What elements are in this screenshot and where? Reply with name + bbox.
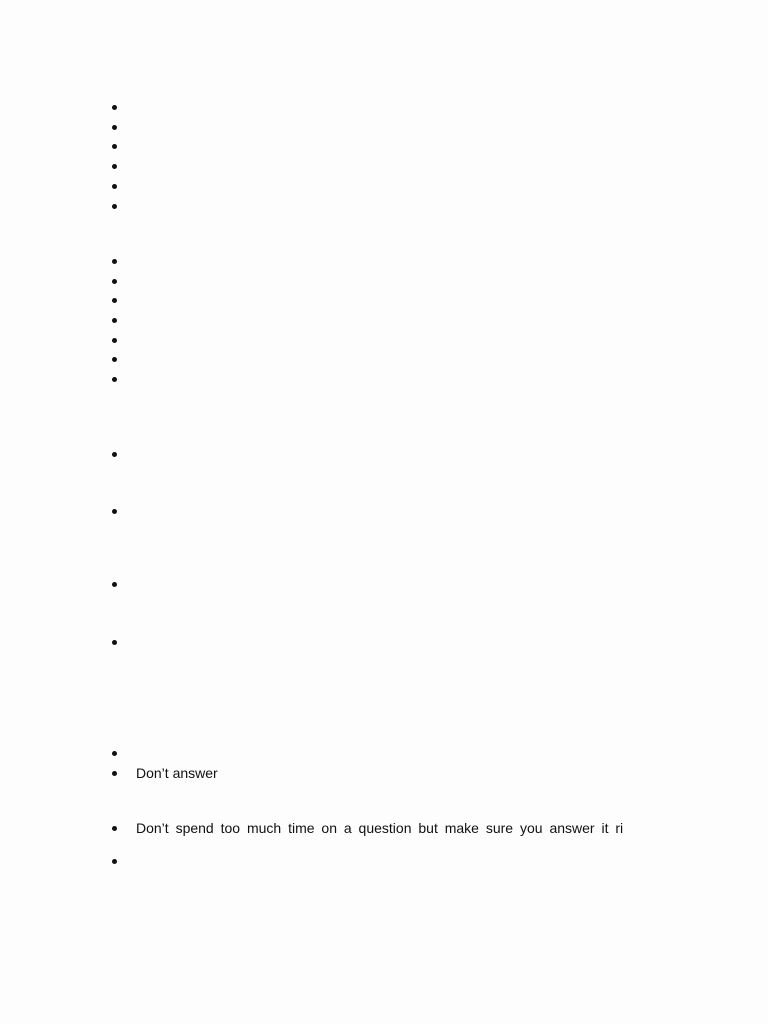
list-item: [112, 138, 136, 154]
bullet-icon: [112, 105, 117, 110]
bullet-icon: [112, 771, 117, 776]
list-item: [112, 119, 136, 135]
bullet-icon: [112, 751, 117, 756]
list-item: [112, 446, 136, 462]
list-item: [112, 178, 136, 194]
list-item: [112, 253, 136, 269]
bullet-icon: [112, 338, 117, 343]
bullet-icon: [112, 377, 117, 382]
bullet-icon: [112, 144, 117, 149]
list-item: [112, 99, 136, 115]
list-item: [112, 158, 136, 174]
list-item: [112, 634, 136, 650]
bullet-icon: [112, 357, 117, 362]
list-item: [112, 198, 136, 214]
bullet-icon: [112, 259, 117, 264]
bullet-icon: [112, 164, 117, 169]
list-item-text: Don’t spend too much time on a question but make sure you answer it ri: [136, 820, 624, 836]
list-item-dont-answer: [112, 765, 218, 781]
bullet-icon: [112, 298, 117, 303]
bullet-icon: [112, 509, 117, 514]
list-item: [112, 503, 136, 519]
list-item: [112, 292, 136, 308]
list-item: [112, 312, 136, 328]
list-item-text: Don’t answer: [136, 765, 218, 781]
bullet-icon: [112, 125, 117, 130]
bullet-icon: [112, 640, 117, 645]
list-item-dont-spend: [112, 820, 623, 836]
list-item: [112, 371, 136, 387]
bullet-icon: [112, 184, 117, 189]
list-item: [112, 576, 136, 592]
bullet-icon: [112, 279, 117, 284]
bullet-icon: [112, 204, 117, 209]
list-item: [112, 332, 136, 348]
list-item: [112, 351, 136, 367]
list-item: [112, 273, 136, 289]
list-item: [112, 745, 136, 761]
bullet-icon: [112, 318, 117, 323]
bullet-icon: [112, 859, 117, 864]
list-item: [112, 853, 136, 869]
bullet-icon: [112, 582, 117, 587]
bullet-icon: [112, 826, 117, 831]
bullet-icon: [112, 452, 117, 457]
